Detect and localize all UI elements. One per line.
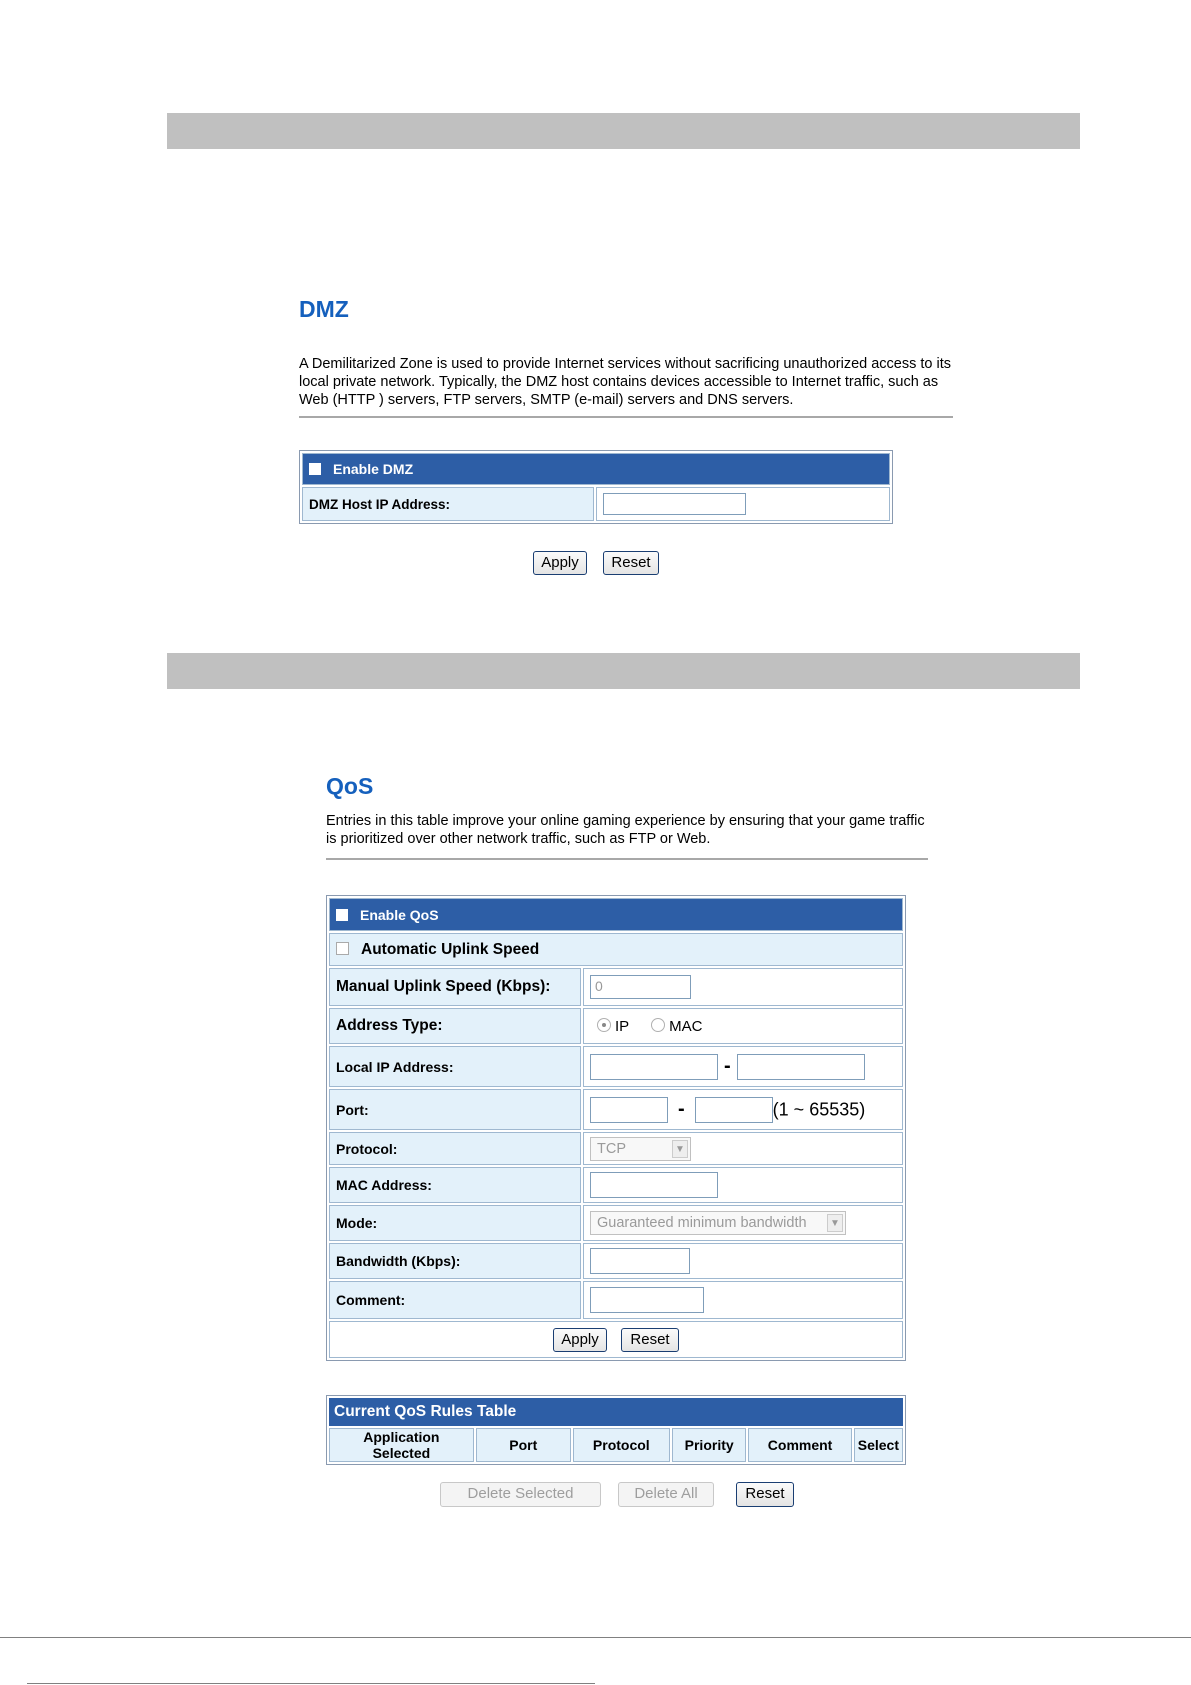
rules-col-comment: Comment bbox=[748, 1428, 851, 1462]
comment-label: Comment: bbox=[329, 1281, 581, 1319]
mode-label: Mode: bbox=[329, 1205, 581, 1241]
dmz-apply-button[interactable]: Apply bbox=[533, 551, 587, 575]
qos-divider bbox=[326, 858, 928, 860]
enable-dmz-checkbox[interactable] bbox=[309, 463, 321, 475]
qos-action-row bbox=[329, 1321, 903, 1358]
address-type-label: Address Type: bbox=[329, 1008, 581, 1044]
port-dash: - bbox=[678, 1098, 685, 1120]
enable-dmz-label: Enable DMZ bbox=[333, 461, 414, 477]
mode-select-value: Guaranteed minimum bandwidth bbox=[597, 1215, 807, 1231]
qos-reset-button[interactable]: Reset bbox=[621, 1328, 679, 1352]
dmz-enable-row bbox=[302, 453, 890, 485]
qos-enable-row bbox=[329, 898, 903, 931]
qos-apply-button[interactable]: Apply bbox=[553, 1328, 607, 1352]
delete-selected-button[interactable]: Delete Selected bbox=[440, 1482, 601, 1507]
protocol-cell bbox=[583, 1132, 903, 1165]
dmz-reset-button[interactable]: Reset bbox=[603, 551, 659, 575]
rules-col-protocol: Protocol bbox=[573, 1428, 670, 1462]
port-start-input[interactable] bbox=[590, 1097, 668, 1123]
bandwidth-label: Bandwidth (Kbps): bbox=[329, 1243, 581, 1279]
rules-col-port: Port bbox=[476, 1428, 571, 1462]
rules-table-title: Current QoS Rules Table bbox=[329, 1398, 903, 1426]
port-end-input[interactable] bbox=[695, 1097, 773, 1123]
address-type-ip-radio[interactable] bbox=[597, 1018, 611, 1032]
auto-uplink-checkbox[interactable] bbox=[336, 942, 349, 955]
footer-underline bbox=[27, 1683, 595, 1684]
manual-uplink-cell bbox=[583, 968, 903, 1006]
mac-address-cell bbox=[583, 1167, 903, 1203]
dmz-host-ip-label: DMZ Host IP Address: bbox=[302, 487, 594, 521]
local-ip-label: Local IP Address: bbox=[329, 1046, 581, 1087]
auto-uplink-row bbox=[329, 933, 903, 966]
auto-uplink-label: Automatic Uplink Speed bbox=[361, 940, 540, 958]
bandwidth-cell bbox=[583, 1243, 903, 1279]
rules-reset-button[interactable]: Reset bbox=[736, 1482, 794, 1507]
manual-uplink-label: Manual Uplink Speed (Kbps): bbox=[329, 968, 581, 1006]
qos-rules-table bbox=[326, 1395, 906, 1465]
qos-description: Entries in this table improve your online gaming experience by ensuring that your game traffic is prioritized over other network traffic, such as FTP or Web. bbox=[326, 813, 925, 847]
section-bar-qos bbox=[167, 653, 1080, 689]
dmz-description: A Demilitarized Zone is used to provide Internet services without sacrificing unauthorized access to its local private network. Typically, the DMZ host contains devices accessible to Internet traffic, such as Web (HTTP ) servers, FTP servers, SMTP (e-mail) servers and DNS servers. bbox=[299, 356, 952, 408]
protocol-select[interactable] bbox=[590, 1137, 691, 1161]
rules-col-select: Select bbox=[854, 1428, 903, 1462]
qos-settings-table bbox=[326, 895, 906, 1361]
local-ip-start-input[interactable] bbox=[590, 1054, 718, 1080]
section-bar-dmz bbox=[167, 113, 1080, 149]
mac-address-label: MAC Address: bbox=[329, 1167, 581, 1203]
mode-cell bbox=[583, 1205, 903, 1241]
footer-divider bbox=[0, 1637, 1191, 1638]
protocol-label: Protocol: bbox=[329, 1132, 581, 1165]
port-label: Port: bbox=[329, 1089, 581, 1130]
qos-title: QoS bbox=[326, 773, 374, 799]
dmz-host-ip-input[interactable] bbox=[603, 493, 746, 515]
local-ip-end-input[interactable] bbox=[737, 1054, 865, 1080]
rules-col-application: Application Selected bbox=[329, 1428, 474, 1462]
rules-col-priority: Priority bbox=[672, 1428, 746, 1462]
mac-address-input[interactable] bbox=[590, 1172, 718, 1198]
dmz-divider bbox=[299, 416, 953, 418]
comment-cell bbox=[583, 1281, 903, 1319]
dmz-settings-table bbox=[299, 450, 893, 524]
dmz-title: DMZ bbox=[299, 296, 349, 322]
address-type-mac-label: MAC bbox=[669, 1017, 703, 1035]
local-ip-cell bbox=[583, 1046, 903, 1087]
enable-qos-label: Enable QoS bbox=[360, 906, 439, 923]
address-type-ip-label: IP bbox=[615, 1017, 629, 1035]
bandwidth-input[interactable] bbox=[590, 1248, 690, 1274]
address-type-mac-radio[interactable] bbox=[651, 1018, 665, 1032]
mode-select[interactable] bbox=[590, 1211, 846, 1235]
port-range-note: (1 ~ 65535) bbox=[772, 1099, 866, 1119]
delete-all-button[interactable]: Delete All bbox=[618, 1482, 714, 1507]
protocol-select-value: TCP bbox=[597, 1140, 626, 1157]
local-ip-dash: - bbox=[724, 1055, 731, 1077]
chevron-down-icon: ▼ bbox=[827, 1214, 843, 1232]
dmz-host-ip-cell bbox=[596, 487, 890, 521]
enable-qos-checkbox[interactable] bbox=[336, 909, 348, 921]
port-cell bbox=[583, 1089, 903, 1130]
chevron-down-icon: ▼ bbox=[672, 1140, 688, 1158]
address-type-cell bbox=[583, 1008, 903, 1044]
manual-uplink-input[interactable]: 0 bbox=[590, 975, 691, 999]
comment-input[interactable] bbox=[590, 1287, 704, 1313]
